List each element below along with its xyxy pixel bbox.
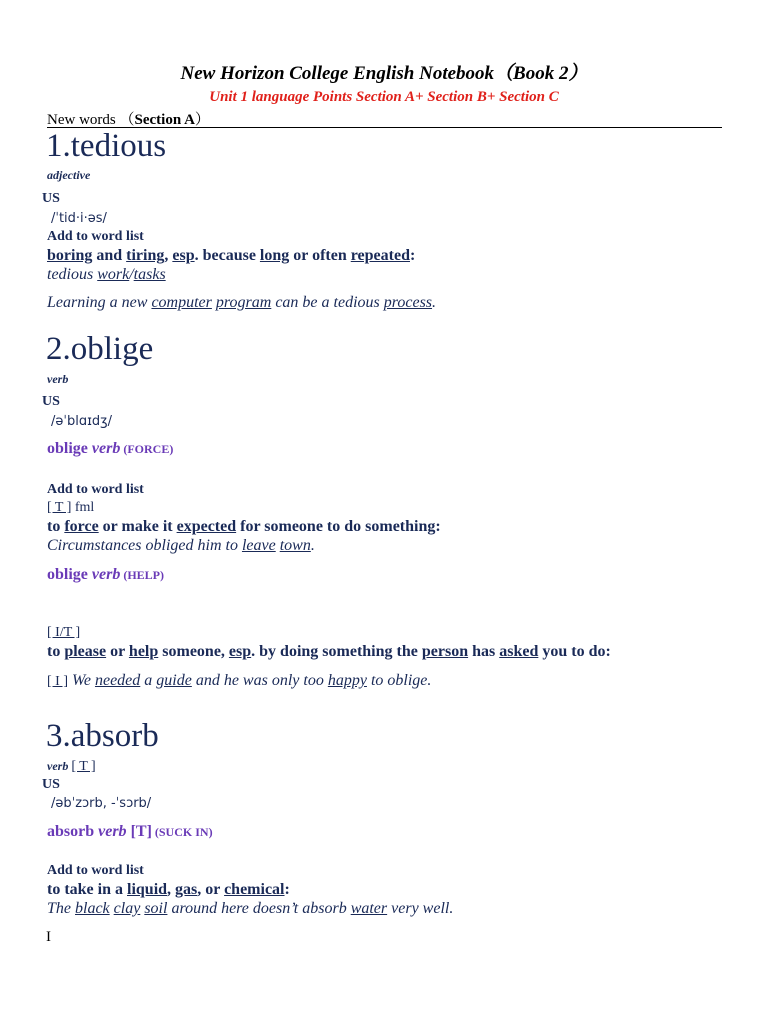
definition (47, 643, 611, 661)
pos-label: adjective (47, 168, 91, 182)
region-label: US (42, 777, 60, 792)
text: Circumstances obliged him to (47, 537, 242, 554)
word-link[interactable]: force (64, 518, 99, 535)
headword-absorb: 3.absorb (46, 718, 159, 754)
example (47, 294, 436, 312)
text-cursor-mark: I (46, 929, 51, 945)
word-link[interactable]: gas (175, 881, 198, 898)
example (47, 266, 166, 284)
word-link[interactable]: esp (172, 247, 195, 264)
text: : (284, 881, 290, 898)
word-link[interactable]: person (421, 643, 469, 660)
text: . because (194, 247, 260, 264)
definition (47, 247, 415, 265)
grammar-code (47, 625, 80, 641)
word-link[interactable]: black (75, 900, 110, 917)
grammar-link[interactable]: [ I/T ] (47, 625, 81, 640)
sense-word: absorb (47, 823, 99, 840)
text: tedious (47, 266, 98, 283)
text: can be a tedious (271, 294, 384, 311)
sense-gram: [T] (126, 823, 152, 840)
new-words-label (47, 108, 210, 129)
word-link[interactable]: town (279, 537, 311, 554)
word-link[interactable]: liquid (127, 881, 168, 898)
sense-tag: (HELP) (120, 568, 164, 582)
word-link[interactable]: expected (176, 518, 237, 535)
grammar-link[interactable]: [ T ] (47, 500, 72, 515)
text: and (92, 247, 127, 264)
word-link[interactable]: program (215, 294, 272, 311)
pronunciation: /əˈblɑɪdʒ/ (51, 414, 113, 429)
definition (47, 881, 290, 899)
grammar-link[interactable]: [ T ] (71, 759, 96, 774)
sense-word: oblige (47, 566, 92, 583)
word-link[interactable]: process (383, 294, 433, 311)
pos-label: verb (47, 372, 69, 386)
text: someone, (158, 643, 229, 660)
word-link[interactable]: clay (113, 900, 141, 917)
text: to oblige. (366, 672, 432, 689)
sense-heading-help (47, 566, 164, 584)
word-link[interactable]: asked (499, 643, 539, 660)
headword-tedious: 1.tedious (46, 128, 167, 164)
sense-tag: (FORCE) (120, 442, 174, 456)
word-link[interactable]: tiring (126, 247, 165, 264)
register-note: fml (71, 500, 95, 515)
page-title: New Horizon College English Notebook（Book 2） (180, 63, 588, 84)
text: or often (289, 247, 351, 264)
new-words-suffix: ） (194, 112, 210, 128)
text: / (129, 266, 134, 283)
text: to (47, 518, 65, 535)
example (47, 900, 453, 918)
pos-label (47, 759, 96, 775)
new-words-prefix: New words （ (47, 112, 135, 128)
region-label: US (42, 191, 60, 206)
text: , (164, 247, 173, 264)
text: . by doing something the (251, 643, 422, 660)
word-link[interactable]: tasks (133, 266, 166, 283)
word-link[interactable]: chemical (224, 881, 285, 898)
sense-pos: verb (91, 566, 121, 583)
text: a (140, 672, 157, 689)
page-subtitle: Unit 1 language Points Section A+ Section B+ Section C (209, 89, 559, 105)
word-link[interactable]: guide (156, 672, 192, 689)
text: . (310, 537, 315, 554)
pronunciation: /əbˈzɔrb, -ˈsɔrb/ (51, 796, 152, 811)
word-link[interactable]: soil (144, 900, 168, 917)
text: We (68, 672, 95, 689)
text: to (47, 643, 65, 660)
text: Learning a new (47, 294, 152, 311)
word-link[interactable]: esp (228, 643, 252, 660)
text: has (468, 643, 500, 660)
word-link[interactable]: work (97, 266, 130, 283)
text: . (432, 294, 437, 311)
word-link[interactable]: help (128, 643, 159, 660)
word-link[interactable]: happy (327, 672, 367, 689)
text: very well. (387, 900, 454, 917)
sense-pos: verb (98, 823, 127, 840)
example (47, 672, 431, 690)
example (47, 537, 315, 555)
add-to-word-list-button[interactable]: Add to word list (47, 229, 144, 244)
definition (47, 518, 441, 536)
word-link[interactable]: repeated (350, 247, 410, 264)
word-link[interactable]: computer (151, 294, 212, 311)
sense-tag: (SUCK IN) (151, 825, 213, 839)
word-link[interactable]: needed (94, 672, 141, 689)
grammar-link[interactable]: [ I ] (47, 674, 68, 689)
text: and he was only too (191, 672, 328, 689)
add-to-word-list-button[interactable]: Add to word list (47, 863, 144, 878)
word-link[interactable]: boring (47, 247, 93, 264)
region-label: US (42, 394, 60, 409)
word-link[interactable]: long (259, 247, 290, 264)
word-link[interactable]: please (64, 643, 107, 660)
grammar-code (47, 500, 94, 516)
sense-heading-suck-in (47, 823, 213, 841)
add-to-word-list-button[interactable]: Add to word list (47, 482, 144, 497)
text: you to do: (538, 643, 611, 660)
sense-heading-force (47, 440, 173, 458)
new-words-section: Section A (134, 112, 195, 128)
sense-word: oblige (47, 440, 92, 457)
text: to take in a (47, 881, 127, 898)
pos-text: verb (47, 759, 69, 773)
word-link[interactable]: water (350, 900, 388, 917)
text: , (167, 881, 176, 898)
text: or make it (98, 518, 177, 535)
word-link[interactable]: leave (241, 537, 276, 554)
headword-oblige: 2.oblige (46, 331, 154, 367)
text: around here doesn’t absorb (167, 900, 351, 917)
sense-pos: verb (91, 440, 121, 457)
text: for someone to do something: (236, 518, 441, 535)
text: , or (197, 881, 225, 898)
pronunciation: /ˈtid·i·əs/ (51, 211, 107, 226)
text: The (47, 900, 75, 917)
text: : (409, 247, 416, 264)
text: or (106, 643, 129, 660)
